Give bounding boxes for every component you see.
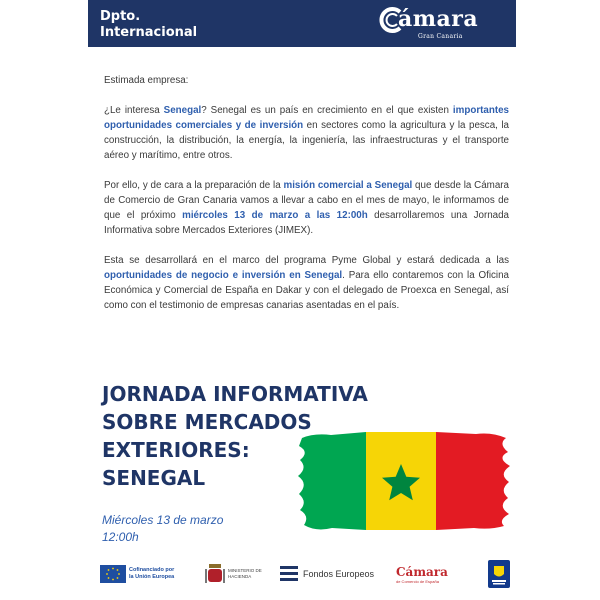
senegal-flag-icon xyxy=(296,424,511,536)
event-datetime xyxy=(102,512,223,546)
camara-espana-logo xyxy=(396,556,448,592)
logo-subtitle: Gran Canaria xyxy=(418,33,463,40)
highlight-opportunities: importantes oportunidades comerciales y de inversión xyxy=(104,105,509,131)
event-title: JORNADA INFORMATIVA SOBRE MERCADOS EXTERIORES: SENEGAL xyxy=(102,382,368,490)
logo-word: ámara xyxy=(398,6,479,32)
ministry-logo xyxy=(204,556,272,592)
camara-logo xyxy=(378,5,508,43)
header-bar xyxy=(88,0,516,47)
footer-logos xyxy=(100,556,520,592)
letter-body xyxy=(104,73,509,328)
paragraph-2: Por ello, y de cara a la preparación de la misión comercial a Senegal que desde la Cámara de Comercio de Gran Canaria vamos a llevar a cabo en el mes de mayo, le informamos de que el próximo miércoles 13 de marzo a las 12:00h desarrollaremos una Jornada Informativa sobre Mercados Exteriores (JIMEX). xyxy=(104,180,510,236)
eu-flag-icon xyxy=(100,565,126,583)
highlight-business: oportunidades de negocio e inversión en Senegal xyxy=(104,270,343,281)
highlight-senegal: Senegal xyxy=(163,105,202,116)
cabildo-logo xyxy=(488,556,510,592)
event-time: 12:00h xyxy=(102,530,139,544)
cabildo-shield-icon xyxy=(488,560,510,588)
camara-small-word: Cámara xyxy=(396,564,448,579)
event-date: Miércoles 13 de marzo xyxy=(102,513,224,527)
eu-label: Cofinanciado por la Unión Europea xyxy=(129,567,175,580)
coat-of-arms-icon xyxy=(204,561,226,587)
camara-small-sub: de Comercio de España xyxy=(396,578,439,584)
paragraph-1: ¿Le interesa Senegal? Senegal es un país en crecimiento en el que existen importantes oportunidades comerciales y de inversión en sectores como la agricultura y la pesca, la construcción, la distribución, la energía, la ingeniería, las infraestructuras y el transporte aéreo y marítimo, entre otros. xyxy=(104,105,509,161)
eu-logo xyxy=(100,556,179,592)
paragraph-3: Esta se desarrollará en el marco del programa Pyme Global y estará dedicada a las oportunidades de negocio e inversión en Senegal. Para ello contaremos con la Oficina Económica y Comercial de España en Dakar y con el delegado de Proexca en Senegal, así como con el testimonio de empresas canarias asentadas en el país. xyxy=(104,255,509,311)
fondos-label: Fondos Europeos xyxy=(303,569,375,579)
ministry-label: MINISTERIO DE HACIENDA xyxy=(228,568,262,579)
department-label: Dpto. Internacional xyxy=(100,9,198,40)
highlight-mission: misión comercial a Senegal xyxy=(283,180,413,191)
fondos-stripes-icon xyxy=(278,564,300,584)
highlight-date: miércoles 13 de marzo a las 12:00h xyxy=(182,210,368,221)
greeting: Estimada empresa: xyxy=(104,75,189,86)
fondos-europeos-logo xyxy=(278,556,374,592)
